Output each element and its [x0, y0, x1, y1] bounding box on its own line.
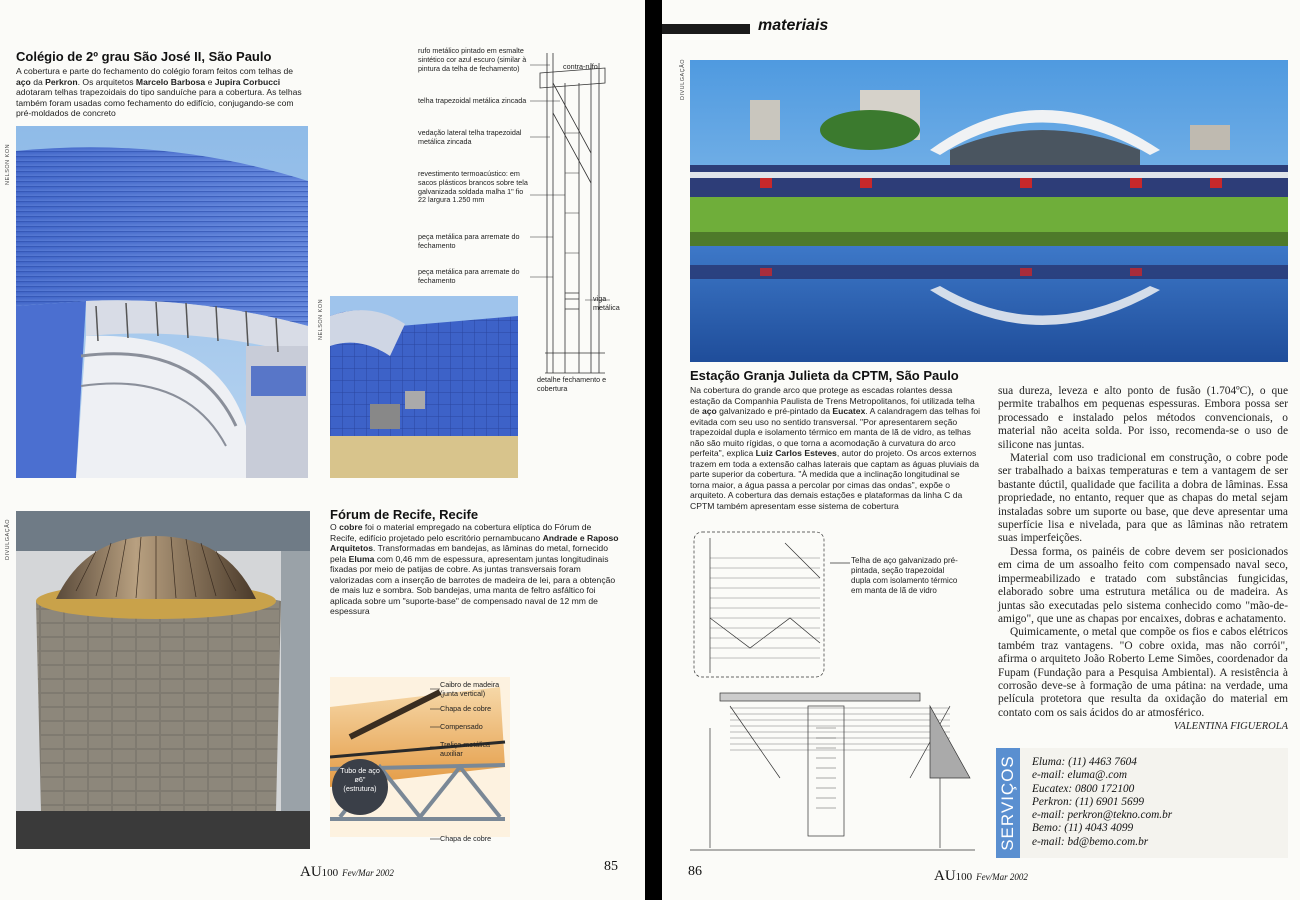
- issue-date: Fev/Mar 2002: [976, 872, 1028, 882]
- services-item: e-mail: perkron@tekno.com.br: [1032, 809, 1173, 822]
- drawing-label: Telha de aço galvanizado pré-pintada, seção trapezoidal dupla com isolamento térmico em manta de lã de vidro: [851, 556, 958, 595]
- article-body-colegio: A cobertura e parte do fechamento do colégio foram feitos com telhas de aço da Perkron. Os arquitetos Marcelo Barbosa e Jupira Corbucci adotaram telhas trapezoidais do tipo sanduíche para a cobertura. As telhas também foram usadas como fechamento do edifício, conjugando-se com pré-moldados de concreto: [16, 66, 302, 118]
- footer-logo-left: [300, 864, 394, 881]
- paragraph: Material com uso tradicional em construção, o cobre pode ser trabalhado a baixas temperaturas e tem a vantagem de ser bastante dúctil, qualidade que facilita a dobra de lâminas. Essa propriedade, no entanto, requer que as chapas do metal sejam instaladas sobre um suporte ou base, que deve apresentar uma superfície lisa e nivelada, para que as lâminas não retratem suas imperfeições.: [998, 452, 1288, 545]
- paragraph: sua dureza, leveza e alto ponto de fusão (1.704ºC), o que permite trabalhos em pequenas espessuras. Embora possa ser processado e instalado pelos métodos convencionais, o material não aceita solda. Por isso, recomenda-se o uso de silicone nas juntas.: [998, 385, 1288, 451]
- detail-label-vedacao: vedação lateral telha trapezoidal metálica zincada: [418, 128, 522, 146]
- logo-au: AU: [300, 864, 322, 880]
- diagram-label-chapa-2: Chapa de cobre: [440, 834, 492, 843]
- diagram-label-compensado: Compensado: [440, 722, 483, 731]
- diagram-label-caibro: Caibro de madeira (junta vertical): [440, 680, 500, 698]
- page-number-left: 85: [604, 859, 618, 874]
- photo3-credit: DIVULGAÇÃO: [5, 518, 11, 560]
- right-page: [662, 0, 1300, 900]
- article-column: [998, 385, 1288, 734]
- detail-caption: detalhe fechamento e cobertura: [537, 375, 607, 393]
- section-title: materiais: [758, 17, 829, 34]
- article-body-forum: O cobre foi o material empregado na cobertura elíptica do Fórum de Recife, edifício projetado pelo escritório pernambucano Andrade e Raposo Arquitetos. Transformadas em bandejas, as lâminas do metal, fornecido pela Eluma com 0,46 mm de espessura, apresentam juntas longitudinais fixadas por meio de patijas de cobre. As juntas transversais foram valorizadas com a inserção de barrotes de madeira de lei, para a obtenção de mais luz e sombra. Sob bandejas, uma manta de feltro asfáltico foi aplicada sobre um "suporte-base" de compensado naval de 12 mm de espessura: [330, 522, 619, 616]
- photo-forum-dome: [16, 511, 310, 849]
- services-item: Perkron: (11) 6901 5699: [1032, 795, 1145, 808]
- page-number-right: 86: [688, 864, 702, 879]
- section-bar: [662, 24, 750, 34]
- station-photo-credit: DIVULGAÇÃO: [680, 58, 686, 100]
- services-item: e-mail: bd@bemo.com.br: [1032, 835, 1149, 848]
- photo-credit: NELSON KON: [5, 143, 11, 185]
- detail-label-revestimento: revestimento termoacústico: em sacos plásticos brancos sobre tela galvanizada soldada malha 1" fio 22 largura 1.250 mm: [418, 169, 528, 205]
- logo-number: 100: [955, 871, 973, 883]
- logo-au: AU: [934, 868, 956, 884]
- detail-label-rufo: rufo metálico pintado em esmalte sintético cor azul escuro (similar à pintura da telha de fechamento): [418, 46, 527, 73]
- photo-colegio-facade: [16, 126, 308, 478]
- footer-logo-right: [934, 868, 1028, 885]
- services-item: Bemo: (11) 4043 4099: [1032, 822, 1134, 835]
- author-signature: VALENTINA FIGUEROLA: [1173, 721, 1288, 733]
- diagram-label-chapa-1: Chapa de cobre: [440, 704, 492, 713]
- services-item: e-mail: eluma@.com: [1032, 769, 1128, 782]
- paragraph: Quimicamente, o metal que compõe os fios e cabos elétricos também traz vantagens. "O cobre oxida, mas não corrói", afirma o arquiteto João Roberto Leme Simões, coordenador da Fupam (Fundação para a Pesquisa Ambiental). A resistência à corrosão deve-se à formação de uma pátina: na verdade, uma película protetora que resulta da oxidação do material em contato com os sais ácidos do ar atmosférico.: [998, 626, 1288, 719]
- detail-label-viga: viga metálica: [593, 294, 620, 312]
- article-body-estacao: Na cobertura do grande arco que protege as escadas rolantes dessa estação da Companhia Paulista de Trens Metropolitanos, foi utilizada telha de aço galvanizado e pré-pintado da Eucatex. A calandragem das telhas foi evitada com seu uso no sentido transversal. "Por apresentarem seção trapezoidal dupla e isolamento térmico em manta de lã de vidro, as telhas não são muito rígidas, o que torna a acomodação à curvatura do arco perfeita", explica Luiz Carlos Esteves, autor do projeto. Os arcos externos trazem em toda a extensão calhas laterais que captam as águas pluviais da parte superior da cobertura. "À medida que a inclinação longitudinal se torna maior, a água passa a percolar por cimas das ondas", expõe o arquiteto. A cobertura das demais estações e plataformas da linha C da CPTM também apresentam esse sistema de cobertura: [690, 385, 981, 511]
- diagram-label-trelica: Treliça metálica auxiliar: [440, 740, 491, 758]
- detail-label-peca-2: peça metálica para arremate do fechamento: [418, 267, 520, 285]
- diagram-label-tubo: Tubo de aço ø6" (estrutura): [340, 766, 380, 793]
- photo2-credit: NELSON KON: [318, 298, 324, 340]
- left-page: [0, 0, 645, 900]
- article-title-estacao: Estação Granja Julieta da CPTM, São Paulo: [690, 368, 959, 383]
- detail-label-contra-rufo: contra-rufo: [563, 62, 598, 71]
- logo-number: 100: [321, 867, 339, 879]
- detail-drawing: [415, 45, 630, 405]
- services-item: Eucatex: 0800 172100: [1032, 782, 1135, 795]
- services-tab: [996, 748, 1020, 858]
- services-label: SERVIÇOS: [998, 755, 1017, 851]
- issue-date: Fev/Mar 2002: [342, 868, 394, 878]
- article-title-colegio: Colégio de 2º grau São José II, São Paulo: [16, 49, 272, 64]
- article-title-forum: Fórum de Recife, Recife: [330, 507, 479, 522]
- services-item: Eluma: (11) 4463 7604: [1032, 756, 1137, 768]
- detail-label-peca-1: peça metálica para arremate do fechamento: [418, 232, 520, 250]
- services-list: [1032, 756, 1282, 849]
- detail-label-telha: telha trapezoidal metálica zincada: [418, 96, 527, 105]
- copper-diagram: [330, 677, 510, 847]
- photo-station: [690, 60, 1288, 362]
- paragraph: Dessa forma, os painéis de cobre devem ser posicionados em cima de um assoalho feito com compensado naval seco, impermeabilizado e tratado com substâncias fungicidas, elaborado sobre uma estrutura metálica ou de madeira. As juntas são executadas pelo sistema conhecido como "mão-de-amigo", que une as chapas por encaixes, dobras e achatamento.: [998, 545, 1288, 625]
